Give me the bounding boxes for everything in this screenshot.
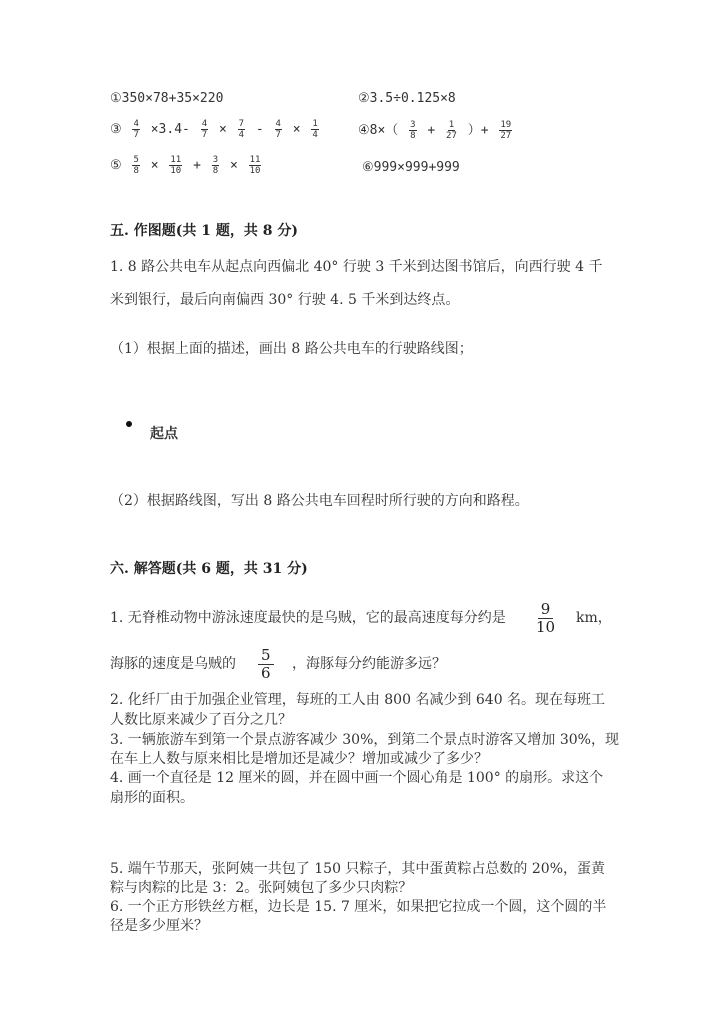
fraction: $\frac{5}{8}$ [133,155,139,176]
fraction: $\frac{4}{7}$ [133,119,139,140]
problem-2: ②3.5÷0.125×8 [358,91,456,106]
section-6-q1-part-c: ，海豚每分约能游多远？ [292,656,446,672]
problem-6: ⑥999×999+999 [362,160,460,175]
problem-1: ①350×78+35×220 [110,91,224,106]
fraction: 5 6 [258,647,274,682]
section-5-sub2: （2）根据路线图，写出 8 路公共电车回程时所行驶的方向和路程。 [110,493,529,509]
section-6-q4-line1: 4. 画一个直径是 12 厘米的圆，并在圆中画一个圆心角是 100° 的扇形。求这个 [110,770,604,786]
section-5-q1-line2: 米到银行，最后向南偏西 30° 行驶 4. 5 千米到达终点。 [110,292,460,308]
section-6-q2-line2: 人数比原来减少了百分之几？ [110,712,292,728]
problem-5: ⑤ $\frac{5}{8}$ × $\frac{11}{10}$ + $\frac{3}{8}$ × $\frac{11}{10}$ [110,155,261,176]
fraction: $\frac{1}{27}$ [446,120,457,141]
section-6-q5-line1: 5. 端午节那天，张阿姨一共包了 150 只粽子，其中蛋黄粽占总数的 20%，蛋黄 [110,861,605,877]
section-6-q1-part-b: 海豚的速度是乌贼的 [110,656,236,672]
section-5-q1-line1: 1. 8 路公共电车从起点向西偏北 40° 行驶 3 千米到达图书馆后，向西行驶 4 千 [110,259,603,275]
fraction: $\frac{3}{8}$ [212,155,219,176]
fraction: 9 10 [536,600,556,636]
section-6-q3-line1: 3. 一辆旅游车到第一个景点游客减少 30%，到第二个景点时游客又增加 30%，现 [110,732,619,748]
fraction: $\frac{7}{4}$ [238,119,245,140]
problem-3: ③ $\frac{4}{7}$ ×3.4- $\frac{4}{7}$ × $\frac{7}{4}$ - $\frac{4}{7}$ × $\frac{1}{4}$ [110,119,318,140]
fraction: $\frac{4}{7}$ [201,119,208,140]
section-6-q3-line2: 在车上人数与原来相比是增加还是减少？增加或减少了多少？ [110,751,488,767]
section-6-q4-line2: 扇形的面积。 [110,790,194,806]
section-6-q1-part-a: 1. 无脊椎动物中游泳速度最快的是乌贼，它的最高速度每分约是 [110,610,506,626]
section-6-title: 六. 解答题(共 6 题，共 31 分) [110,561,308,577]
section-6-q6-line2: 径是多少厘米？ [110,918,208,934]
start-point-label: 起点 [150,426,178,442]
problem-4: ④8×（ $\frac{3}{8}$ + $\frac{1}{27}$ ）+ $\frac{19}{27}$ [358,120,512,141]
section-5-sub1: （1）根据上面的描述，画出 8 路公共电车的行驶路线图； [110,341,473,357]
section-6-q6-line1: 6. 一个正方形铁丝方框，边长是 15. 7 厘米，如果把它拉成一个圆，这个圆的半 [110,899,607,915]
fraction: $\frac{4}{7}$ [275,119,281,140]
section-6-q1-unit: km， [576,610,612,626]
fraction: $\frac{11}{10}$ [170,155,182,176]
start-point-dot [126,421,132,427]
section-6-q5-line2: 粽与肉粽的比是 3：2。张阿姨包了多少只肉粽？ [110,880,413,896]
fraction: $\frac{11}{10}$ [249,155,261,176]
fraction: $\frac{1}{4}$ [312,119,318,140]
fraction: $\frac{3}{8}$ [410,120,416,141]
section-5-title: 五. 作图题(共 1 题，共 8 分) [110,223,298,239]
section-6-q2-line1: 2. 化纤厂由于加强企业管理，每班的工人由 800 名减少到 640 名。现在每班工 [110,692,606,708]
fraction: $\frac{19}{27}$ [500,120,512,141]
